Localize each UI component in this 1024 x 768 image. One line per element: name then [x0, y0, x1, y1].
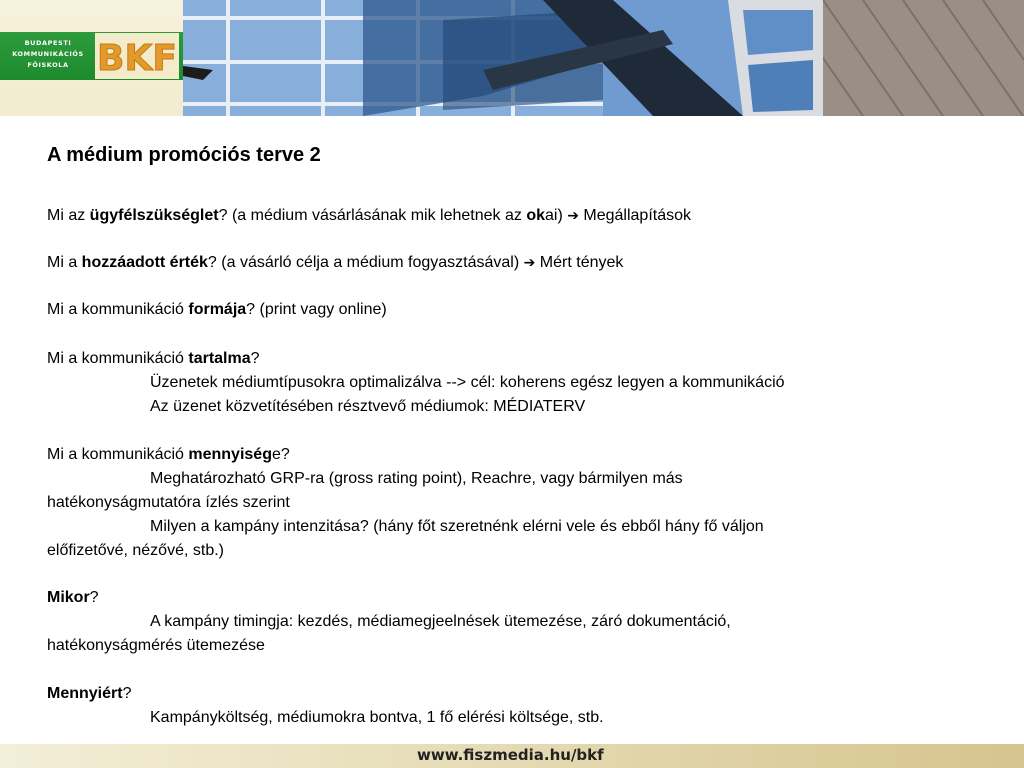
right-arrow-icon: ➔ — [567, 208, 579, 224]
q4-pre: Mi a kommunikáció — [47, 350, 189, 367]
q1-bold: ügyfélszükséglet — [89, 207, 219, 224]
q4-bold: tartalma — [188, 350, 251, 367]
header-photo — [183, 0, 1024, 116]
logo-text — [4, 38, 92, 71]
quantity-detail-1b: hatékonyságmutatóra ízlés szerint — [47, 494, 290, 511]
q7-post: ? — [122, 685, 132, 702]
footer-url: www.fiszmedia.hu/bkf — [417, 746, 604, 764]
logo-text-line-3: FŐISKOLA — [27, 61, 69, 69]
slide-title: A médium promóciós terve 2 — [47, 144, 321, 166]
q7-bold: Mennyiért — [47, 685, 123, 702]
q1-pre: Mi az — [47, 207, 90, 224]
header-banner — [0, 0, 1024, 116]
q5-bold: mennyiség — [188, 446, 272, 463]
q3-bold: formája — [188, 301, 247, 318]
right-arrow-icon: ➔ — [523, 255, 536, 271]
q3-pre: Mi a kommunikáció — [47, 301, 189, 318]
content-detail-1: Üzenetek médiumtípusokra optimalizálva --> cél: koherens egész legyen a kommunikáció — [150, 374, 785, 391]
q1-mid: ? (a médium vásárlásának mik lehetnek az — [218, 207, 527, 224]
content-detail-2: Az üzenet közvetítésében résztvevő médiumok: MÉDIATERV — [150, 398, 586, 415]
question-when — [47, 586, 99, 609]
question-quantity — [47, 443, 290, 466]
question-cost — [47, 682, 131, 705]
quantity-detail-1a: Meghatározható GRP-ra (gross rating point), Reachre, vagy bármilyen más — [150, 470, 683, 487]
quantity-detail-2b: előfizetővé, nézővé, stb.) — [47, 542, 224, 559]
q2-pre: Mi a — [47, 254, 82, 271]
q2-result: Mért tények — [535, 254, 624, 271]
logo-text-line-2: KOMMUNIKÁCIÓS — [12, 50, 84, 58]
question-added-value — [47, 251, 623, 275]
logo-area — [0, 0, 183, 116]
q2-mid: ? (a vásárló célja a médium fogyasztásával) — [207, 254, 524, 271]
q6-bold: Mikor — [47, 589, 90, 606]
cost-detail-1: Kampányköltség, médiumokra bontva, 1 fő elérési költsége, stb. — [150, 709, 604, 726]
logo-mark-text: BKF — [97, 38, 177, 79]
q1-post: ai) — [544, 207, 568, 224]
q1-bold2: ok — [526, 207, 545, 224]
q2-bold: hozzáadott érték — [81, 254, 208, 271]
question-customer-need — [47, 204, 691, 228]
building-photo — [183, 0, 1024, 116]
question-form — [47, 298, 387, 321]
footer-bar — [0, 744, 1024, 768]
q5-post: e? — [271, 446, 290, 463]
bkf-logo-mark — [95, 33, 179, 79]
q5-pre: Mi a kommunikáció — [47, 446, 189, 463]
logo-text-line-1: BUDAPESTI — [24, 39, 72, 47]
q3-post: ? (print vagy online) — [246, 301, 387, 318]
q6-post: ? — [89, 589, 99, 606]
quantity-detail-2a: Milyen a kampány intenzitása? (hány főt szeretnénk elérni vele és ebből hány fő váljon — [150, 518, 764, 535]
when-detail-1a: A kampány timingja: kezdés, médiamegjeelnések ütemezése, záró dokumentáció, — [150, 613, 731, 630]
q4-post: ? — [250, 350, 260, 367]
when-detail-1b: hatékonyságmérés ütemezése — [47, 637, 265, 654]
q1-result: Megállapítások — [578, 207, 692, 224]
question-content — [47, 347, 260, 370]
